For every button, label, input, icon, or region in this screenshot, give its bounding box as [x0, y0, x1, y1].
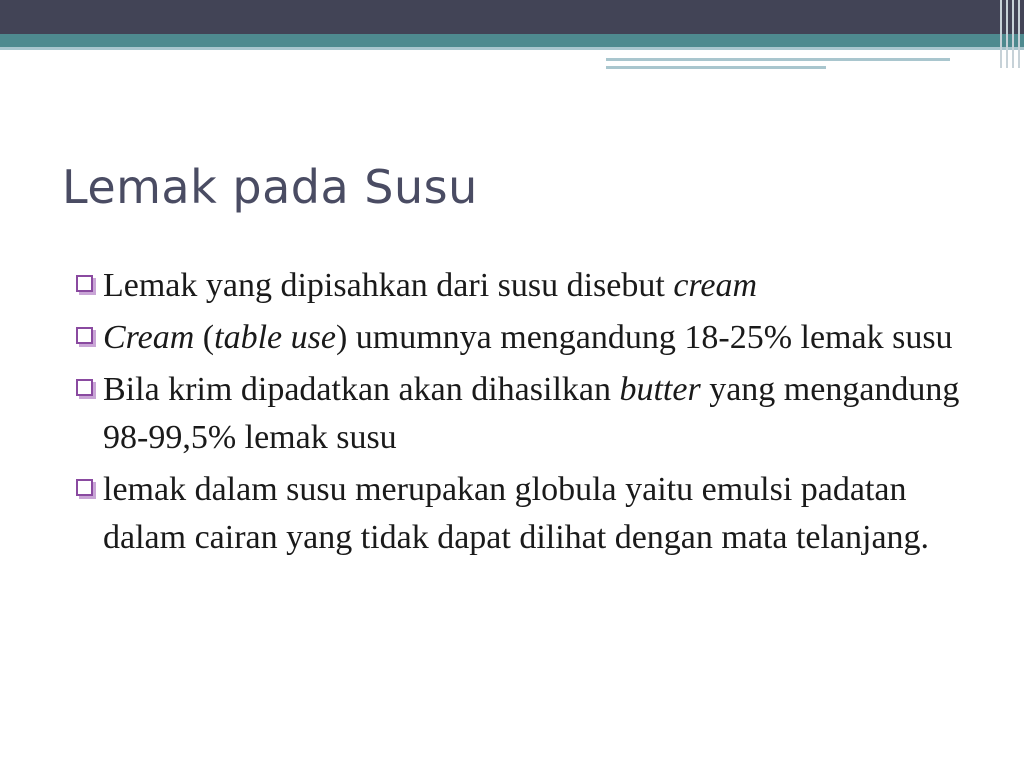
checkbox-square-icon — [76, 479, 93, 496]
bullet-text-italic: cream — [673, 267, 758, 304]
header-edge-lines — [996, 0, 1024, 68]
bullet-text-italic: Cream — [103, 319, 195, 356]
header-light-line — [0, 47, 1024, 50]
bullet-item — [76, 314, 976, 362]
bullet-text-segment: ) umumnya mengandung 18-25% lemak susu — [335, 319, 953, 356]
bullet-list — [76, 262, 976, 566]
header-teal-band — [0, 34, 1024, 47]
checkbox-square-icon — [76, 275, 93, 292]
bullet-text-italic: table use — [214, 319, 336, 356]
header-accent-bar — [606, 66, 826, 69]
bullet-item — [76, 366, 976, 462]
bullet-item — [76, 262, 976, 310]
bullet-text-segment: Lemak yang dipisahkan dari susu disebut — [103, 267, 674, 304]
bullet-text-italic: butter — [619, 371, 701, 408]
bullet-text-segment: yang mengandung 98-99,5% lemak susu — [103, 371, 960, 456]
header-dark-band — [0, 0, 1024, 34]
checkbox-square-icon — [76, 379, 93, 396]
header-accent-bar — [606, 58, 950, 61]
bullet-text — [103, 314, 976, 362]
bullet-text-segment: Bila krim dipadatkan akan dihasilkan — [103, 371, 620, 408]
bullet-text — [103, 262, 976, 310]
bullet-item — [76, 466, 976, 562]
bullet-text-segment: lemak dalam susu merupakan globula yaitu emulsi padatan dalam cairan yang tidak dapat dilihat dengan mata telanjang. — [103, 471, 930, 556]
bullet-text — [103, 366, 976, 462]
checkbox-square-icon — [76, 327, 93, 344]
slide-title: Lemak pada Susu — [62, 160, 478, 214]
bullet-text-segment: ( — [194, 319, 215, 356]
bullet-text — [103, 466, 976, 562]
